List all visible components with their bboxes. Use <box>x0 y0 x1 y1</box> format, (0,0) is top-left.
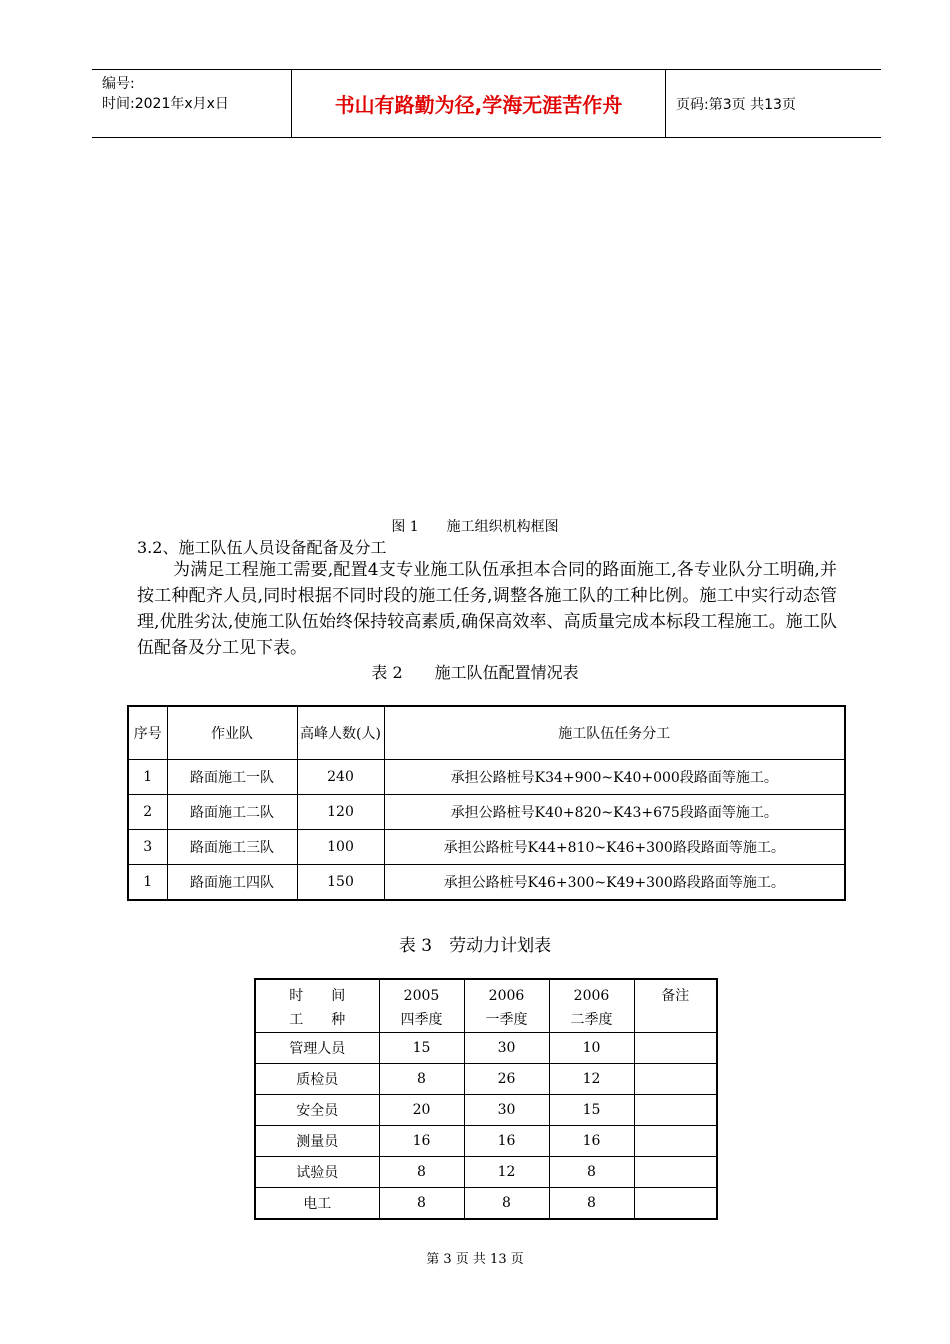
table-cell <box>634 1126 717 1157</box>
labor-plan-table <box>254 978 718 1220</box>
corner-time-label: 时 间 <box>289 988 346 1004</box>
table-cell: 26 <box>464 1064 549 1095</box>
table-cell: 16 <box>464 1126 549 1157</box>
table-cell: 承担公路桩号K34+900~K40+000段路面等施工。 <box>384 760 845 795</box>
table-cell: 承担公路桩号K44+810~K46+300路段路面等施工。 <box>384 830 845 865</box>
table-cell: 电工 <box>255 1188 379 1220</box>
table-cell: 测量员 <box>255 1126 379 1157</box>
table-row <box>255 1157 717 1188</box>
table-row <box>128 830 845 865</box>
table-cell: 试验员 <box>255 1157 379 1188</box>
table-cell: 2 <box>128 795 167 830</box>
number-label: 编号: <box>102 76 135 92</box>
table-cell: 150 <box>297 865 384 901</box>
column-quarter: 四季度 <box>400 1012 443 1028</box>
table3-caption: 表 3 劳动力计划表 <box>398 936 552 956</box>
header-page-label: 页码:第3页 共13页 <box>676 96 796 113</box>
header-cell <box>549 979 634 1033</box>
table-row <box>255 1188 717 1220</box>
table-cell: 30 <box>464 1033 549 1064</box>
page-footer: 第 3 页 共 13 页 <box>426 1252 524 1267</box>
table-cell: 12 <box>464 1157 549 1188</box>
page-header <box>92 69 881 138</box>
table-row <box>128 865 845 901</box>
table-cell: 100 <box>297 830 384 865</box>
table-cell: 路面施工二队 <box>167 795 297 830</box>
table-header-row <box>255 979 717 1033</box>
table-row <box>128 760 845 795</box>
time-label: 时间:2021年x月x日 <box>102 96 229 112</box>
table-cell: 8 <box>549 1157 634 1188</box>
header-meta <box>92 70 292 137</box>
table-cell: 路面施工一队 <box>167 760 297 795</box>
table-cell: 质检员 <box>255 1064 379 1095</box>
table2-caption: 表 2 施工队伍配置情况表 <box>371 663 579 682</box>
table-row <box>255 1064 717 1095</box>
column-year: 2006 <box>573 988 610 1004</box>
table-row <box>255 1033 717 1064</box>
table-cell <box>634 1188 717 1220</box>
table-cell <box>634 1064 717 1095</box>
table-cell: 15 <box>549 1095 634 1126</box>
table-cell: 承担公路桩号K46+300~K49+300路段路面等施工。 <box>384 865 845 901</box>
header-cell: 序号 <box>128 706 167 760</box>
table-cell: 10 <box>549 1033 634 1064</box>
table-cell: 12 <box>549 1064 634 1095</box>
figure-caption: 图 1 施工组织机构框图 <box>391 519 559 535</box>
table-cell: 30 <box>464 1095 549 1126</box>
column-year: 2006 <box>488 988 525 1004</box>
table-cell: 承担公路桩号K40+820~K43+675段路面等施工。 <box>384 795 845 830</box>
table-cell: 16 <box>379 1126 464 1157</box>
table-row <box>128 795 845 830</box>
table-cell: 240 <box>297 760 384 795</box>
team-config-table <box>127 705 846 901</box>
column-year: 2005 <box>403 988 440 1004</box>
header-cell: 高峰人数(人) <box>297 706 384 760</box>
remark-header-cell: 备注 <box>634 979 717 1033</box>
header-cell: 施工队伍任务分工 <box>384 706 845 760</box>
table-header-row <box>128 706 845 760</box>
body-paragraph: 为满足工程施工需要,配置4支专业施工队伍承担本合同的路面施工,各专业队分工明确,并按工种配齐人员,同时根据不同时段的施工任务,调整各施工队的工种比例。施工中实行动态管理,优胜劣汰,使施工队伍始终保持较高素质,确保高效率、高质量完成本标段工程施工。施工队伍配备及分工见下表。 <box>137 560 837 658</box>
table-cell: 20 <box>379 1095 464 1126</box>
table-cell: 8 <box>379 1157 464 1188</box>
table-cell: 8 <box>464 1188 549 1220</box>
table-cell <box>634 1033 717 1064</box>
table-cell: 16 <box>549 1126 634 1157</box>
table-cell: 8 <box>549 1188 634 1220</box>
table-cell: 管理人员 <box>255 1033 379 1064</box>
table-cell: 3 <box>128 830 167 865</box>
section-title: 3.2、施工队伍人员设备配备及分工 <box>137 538 387 557</box>
table-cell: 1 <box>128 760 167 795</box>
table-cell: 路面施工三队 <box>167 830 297 865</box>
header-cell <box>379 979 464 1033</box>
table-cell: 120 <box>297 795 384 830</box>
corner-header-cell <box>255 979 379 1033</box>
table-row <box>255 1126 717 1157</box>
header-motto: 书山有路勤为径,学海无涯苦作舟 <box>292 70 666 137</box>
corner-trade-label: 工 种 <box>289 1012 346 1028</box>
header-cell: 作业队 <box>167 706 297 760</box>
table-cell: 1 <box>128 865 167 901</box>
column-quarter: 二季度 <box>570 1012 613 1028</box>
table-cell: 15 <box>379 1033 464 1064</box>
table-cell: 8 <box>379 1064 464 1095</box>
table-cell: 安全员 <box>255 1095 379 1126</box>
table-row <box>255 1095 717 1126</box>
column-quarter: 一季度 <box>485 1012 528 1028</box>
table-cell <box>634 1157 717 1188</box>
table-cell: 8 <box>379 1188 464 1220</box>
header-cell <box>464 979 549 1033</box>
table-cell: 路面施工四队 <box>167 865 297 901</box>
table-cell <box>634 1095 717 1126</box>
